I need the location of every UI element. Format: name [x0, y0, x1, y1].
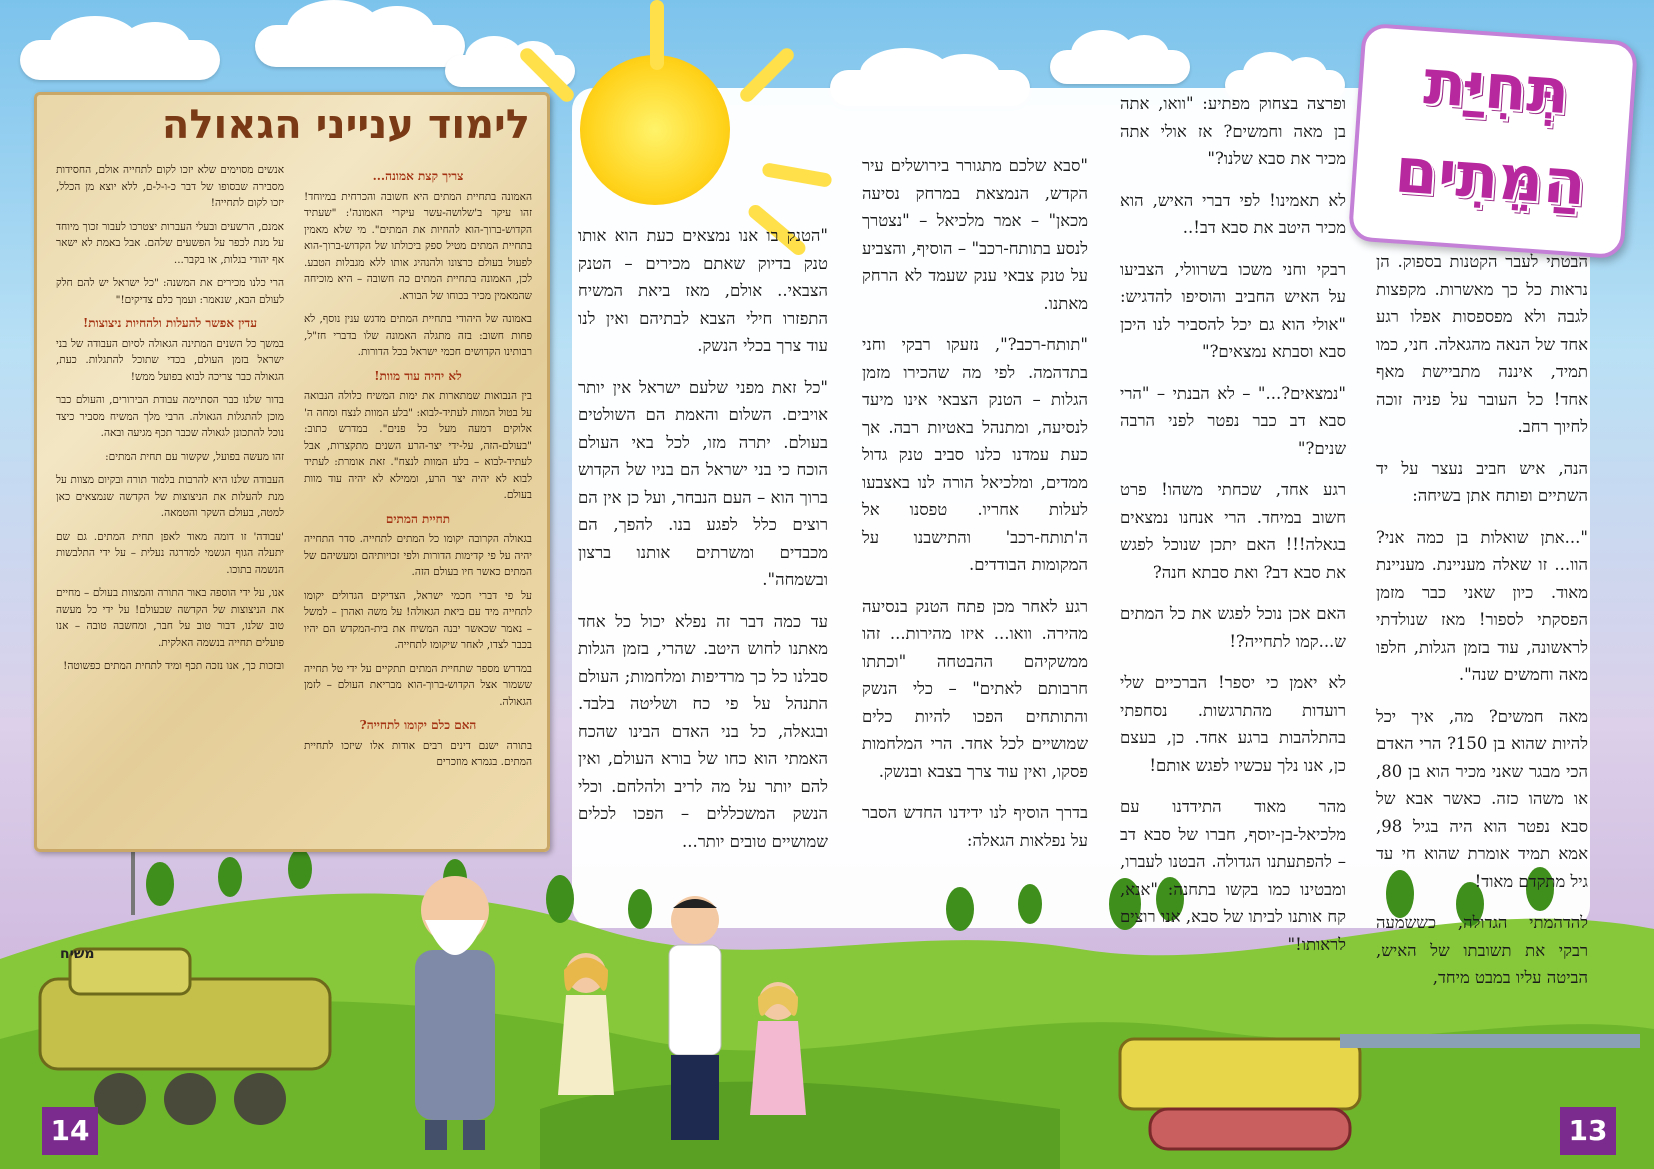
- scroll-paragraph: האמונה בתחיית המתים היא חשובה והכרחית במיוחד! זהו עיקר ב'שלושה-עשר עיקרי האמונה': "שעתיד הקדוש-ברוך-הוא להחיות את המתים". מי שלא מאמין בתחיית המתים מטיל ספק ביכולתו של הקדוש-ברוך-הוא לפעול בעולם כרצונו ולהנהיג אותו ללא מגבלות הטבע. לכן, האמונה בתחיית המתים כה חשובה – היא מוכיחה שהמאמין מכיר בכוחו של הבורא.: [304, 190, 532, 302]
- cloud: [1050, 50, 1190, 84]
- scroll-paragraph: אמנם, הרשעים ובעלי העברות יצטרכו לעבור זכוך מיוחד על מנת לכפר על הפשעים שלהם. אבל באמת לא ישאר אף יהודי בגלות, או בקבר...: [56, 220, 284, 266]
- scroll-column-right: [304, 162, 532, 778]
- story-paragraph: "סבא שלכם מתגורר בירושלים עיר הקדש, הנמצאת במרחק נסיעה מכאן" – אמר מלכיאל – "נצטרך לנסע בתותח-רכב" – הוסיף, והצביע על טנק צבאי ענק שעמד לא הרחק מאתנו.: [862, 156, 1088, 313]
- scroll-column-left: [56, 162, 284, 682]
- scroll-heading: תחיית המתים: [385, 511, 451, 526]
- sun-ray: [650, 0, 664, 70]
- story-paragraph: הבטתי לעבר הקטנות בספוק. הן נראות כל כך מאשרות. מקפצות לגבה ולא מפספסות אפלו רגע אחד של הנאה מהגאלה. חני, כמו תמיד, איננה מתביישת מאף אחד! כל העובר על פניה זוכה לחיוך רחב.: [1376, 252, 1588, 436]
- story-paragraph: בדרך הוסיף לנו ידידנו החדש הסבר על נפלאות הגאלה:: [862, 803, 1088, 850]
- story-column-3: [862, 152, 1088, 868]
- scroll-paragraph: אנשים מסוימים שלא יזכו לקום לתחייה אולם, החסידות מסבירה שבסופו של דבר כ-ו-ל-ם, ללא יוצא מן הכלל, יזכו לקום לתחייה!: [56, 164, 284, 209]
- scroll-heading: האם כלם יקומו לתחייה?: [359, 718, 477, 732]
- story-paragraph: מהר מאוד התידדנו עם מלכיאל-בן-יוסף, חברו של סבא דב – להפתעתנו הגדולה. הבטנו לעברו, ומבטינו כמו בקשו בתחנה: "אנא, קח אותנו לביתו של סבא, אנו רוצים לראותו!": [1120, 797, 1346, 954]
- scroll-paragraph: בגאולה הקרובה יקומו כל המתים לתחייה. סדר התחייה יהיה על פי קדימות הדורות ולפי זכויותיהם ומעשיהם של המתים כאשר חיו בעולם הזה.: [304, 533, 532, 578]
- sun: [580, 55, 730, 205]
- scroll-heading: צריך קצת אמונה...: [372, 169, 464, 183]
- cloud: [255, 25, 465, 67]
- girl-character: [556, 945, 616, 1135]
- tank-label: משיח: [60, 946, 95, 962]
- story-paragraph: לא יאמן כי יספר! הברכיים שלי רועדות מהתרגשות. נסחפתי בהתלהבות ברגע אחד. כן, בעצם כן, אנו נלך עכשיו לפגש אותם!: [1120, 673, 1346, 775]
- title-line: הַמֵּתִים: [1392, 133, 1589, 220]
- page-title: [1348, 23, 1639, 260]
- scroll-paragraph: על פי דברי חכמי ישראל, הצדיקים הגדולים יקומו לתחייה מיד עם ביאת הגאולה! על משה ואהרן – למשל – נאמר שכאשר יבנה המשיח את בית-המקדש הם יהיו בכבר לצדו, לאחר שיקומו לתחייה.: [304, 589, 532, 651]
- boy-character: [655, 890, 735, 1150]
- story-paragraph: ופרצה בצחוק מפתיע: "וואו, אתה בן מאה וחמשים? אז אולי אתה מכיר את סבא שלנו?": [1120, 94, 1346, 168]
- cloud: [20, 40, 220, 80]
- grandfather-character: [385, 860, 525, 1160]
- story-paragraph: להדהמתי הגדולה, כששמעה רבקי את תשובתו של האיש, הביטה עליו במבט מיחד,: [1376, 913, 1588, 987]
- scroll-paragraph: במדרש מספר שתחיית המתים תתקיים על ידי טל תחייה ששמור אצל הקדוש-ברוך-הוא מבריאת העולם – לזמן הגאולה.: [304, 662, 532, 708]
- scroll-paragraph: ובזכות כך, אנו נזכה תכף ומיד לתחית המתים כפשוטה!: [63, 660, 284, 672]
- story-paragraph: רגע אחד, שכחתי משהו! פרט חשוב במיחד. הרי אנחנו נמצאים בגאלה!!! האם יתכן שנוכל לפגש את סבא דב? ואת סבתא חנה?: [1120, 480, 1346, 582]
- scroll-title: לימוד ענייני הגאולה: [161, 102, 530, 148]
- page-number-right: 13: [1560, 1107, 1616, 1155]
- story-paragraph: "כל זאת מפני שלעם ישראל אין יותר אויבים. השלום והאמת הם השולטים בעולם. יתרה מזו, לכל באי העולם הוכח כי בני ישראל הם בניו של הקדוש ברוך הוא – העם הנבחר, ועל כן אין הם רוצים כלל לפגע בנו. להפך, הם מכבדים ומשרתים אותנו ברצון ובשמחה".: [578, 377, 828, 589]
- story-paragraph: "...אתן שואלות בן כמה אני? הוו... זו שאלה מעניינת. מעניינת מאוד. כיון שאני כבר מזמן הפסקתי לספור! מאז שנולדתי לראשונה, עוד בזמן הגלות, חלפו מאה וחמשים שנה".: [1376, 527, 1588, 684]
- scroll-heading: לא יהיה עוד מוות!: [374, 368, 462, 383]
- story-paragraph: מאה חמשים? מה, איך יכל להיות שהוא בן 150? הרי האדם הכי מבגר שאני מכיר הוא בן 80, או משהו כזה. כאשר אבא של סבא נפטר הוא היה בגיל 98, אמא תמיד אומרת שהוא חי עד גיל מתקדם מאוד!: [1376, 706, 1588, 891]
- scroll-paragraph: במשך כל השנים המתינה הגאולה לסיום העבודה של בני ישראל בזמן העולם, בכדי שתוכל להתגלות. כעת, הגאולה כבר צריכה לבוא בפועל ממש!: [56, 337, 284, 383]
- story-paragraph: "תותח-רכב?", נזעקו רבקי וחני בתדהמה. לפי מה שהכירו מזמן הגלות – הטנק הצבאי אינו מיעד לנסיעה, ומתנהל באטיות רבה. אך כעת עמדנו כלנו סביב טנק גדול ממדים, ומלכיאל הורה לנו באצבעו לעלות אחריו. טפסנו אל ה'תותח-רכב' והתישבנו על המקומות הבודדים.: [862, 335, 1088, 574]
- girl-character: [748, 975, 808, 1150]
- scroll-paragraph: זהו מעשה בפועל, שקשור עם תחית המתים:: [105, 450, 284, 463]
- story-paragraph: רגע לאחר מכן פתח הטנק בנסיעה מהירה. וואו... איזו מהירות... זהו ממשקיהם ההבטחה "וכתתו חרבותם לאתים" – כלי הנשק והתותחים הפכו להיות כלים שמושיים לכל אחד. הרי המלחמות פסקו, ואין עוד צרך בצבא ובנשק.: [862, 596, 1088, 781]
- scroll-panel: [34, 92, 550, 852]
- story-paragraph: "נמצאים?..." – לא הבנתי – "הרי סבא דב כבר נפטר לפני הרבה שנים?": [1120, 383, 1346, 458]
- story-column-1: [1376, 248, 1588, 1006]
- scroll-paragraph: בתורה ישנם דינים רבים אודות אלו שיזכו לתחיית המתים. בגמרא מוזכרים: [304, 739, 532, 768]
- scroll-paragraph: בין הנבואות שמתארות את ימות המשיח כלולה הנבואה על בטול המוות לעתיד-לבוא: "בלע המוות לנצח ומחה ה' אלוקים דמעה מעל כל פנים". במדרש כתוב: "בעולם-הזה, על-ידי יצר-הרע השנים מתקצרות, אבל לעתיד-לבוא – בלע המוות לנצח". זאת אומרת: לעתיד לבוא לא יהיה יצר הרע, וממילא לא יהיה עוד מוות בעולם.: [304, 390, 532, 501]
- scroll-paragraph: העבודה שלנו היא להרבות בלמוד תורה ובקיום מצוות על מנת להעלות את הניצוצות של הקדשה שנמצאים כאן למטה, בעולם השקר והטמאה.: [56, 474, 284, 519]
- story-paragraph: לא תאמינו! לפי דברי האיש, הוא מכיר היטב את סבא דב!..: [1120, 190, 1346, 237]
- scroll-paragraph: הרי כלנו מכירים את המשנה: "כל ישראל יש להם חלק לעולם הבא, שנאמר: ועמך כלם צדיקים!": [56, 277, 284, 306]
- story-column-4: [578, 222, 828, 869]
- scroll-paragraph: 'עבודה' זו דומה מאוד לאפן תחית המתים. גם שם יתעלה הגוף הגשמי למדרגה נעלית – על ידי התלבשות הנשמה בתוכו.: [56, 530, 284, 576]
- story-paragraph: עד כמה דבר זה נפלא יכול כל אחד מאתנו לחוש היטב. שהרי, בזמן הגלות סבלנו כל כך מרדיפות ומלחמות; העולם התנהל על פי כח ושליטה בלבד. ובגאלה, כל בני האדם הבינו שהכח האמתי הוא כחו של בורא העולם, ואין להם יותר על מה לריב ולהלחם. וכלי הנשק המשכללים – הפכו לכלים שמושיים טובים יותר...: [578, 611, 828, 851]
- story-paragraph: "הטנק בו אנו נמצאים כעת הוא אותו טנק בדיוק שאתם מכירים – הטנק הצבאי.. אולם, מאז ביאת המשיח התפזרו חילי הצבא לבתיהם ואין לנו עוד צרך בכלי הנשק.: [578, 226, 828, 355]
- scroll-paragraph: בדור שלנו כבר הסתיימה עבודת הבירורים, והעולם כבר מוכן להתגלות הגאולה. הרבי מלך המשיח מסביר כיצד נוכל להתכונן לגאולה שכבר תכף מגיעה ובאה.: [56, 394, 284, 439]
- story-paragraph: רבקי וחני משכו בשרוולי, הצביעו על האיש החביב והוסיפו להדגיש: "אולי הוא גם יכל להסביר לנו היכן סבא וסבתא נמצאים?": [1120, 259, 1346, 361]
- story-column-2: [1120, 90, 1346, 972]
- page-number-left: 14: [42, 1107, 98, 1155]
- story-paragraph: האם אכן נוכל לפגש את כל המתים ש...קמו לתחייה?!: [1120, 604, 1346, 651]
- scroll-paragraph: באמונה של היהודי בתחיית המתים מדגש ענין נוסף, לא פחות חשוב: בזה מתגלה האמונה שלו בדברי חז"ל, רבותינו הקדושים חכמי ישראל בכל הדורות.: [304, 313, 532, 358]
- scroll-heading: עדין אפשר להעלות ולהחיות ניצוצות!: [83, 316, 257, 330]
- title-line: תְּחִיַּת: [1421, 45, 1572, 129]
- story-paragraph: הנה, איש חביב נעצר על יד השתיים ופותח אתן בשיחה:: [1376, 458, 1588, 505]
- scroll-paragraph: אנו, על ידי הוספה באור התורה והמצוות בעולם – מחיים את הניצוצות של הקדשה שבעולם! על ידי כל מעשה טוב שלנו, דבור טוב על חבר, ומחשבה טובה – אנו פועלים תחייה בנשמה האלקית.: [56, 587, 284, 649]
